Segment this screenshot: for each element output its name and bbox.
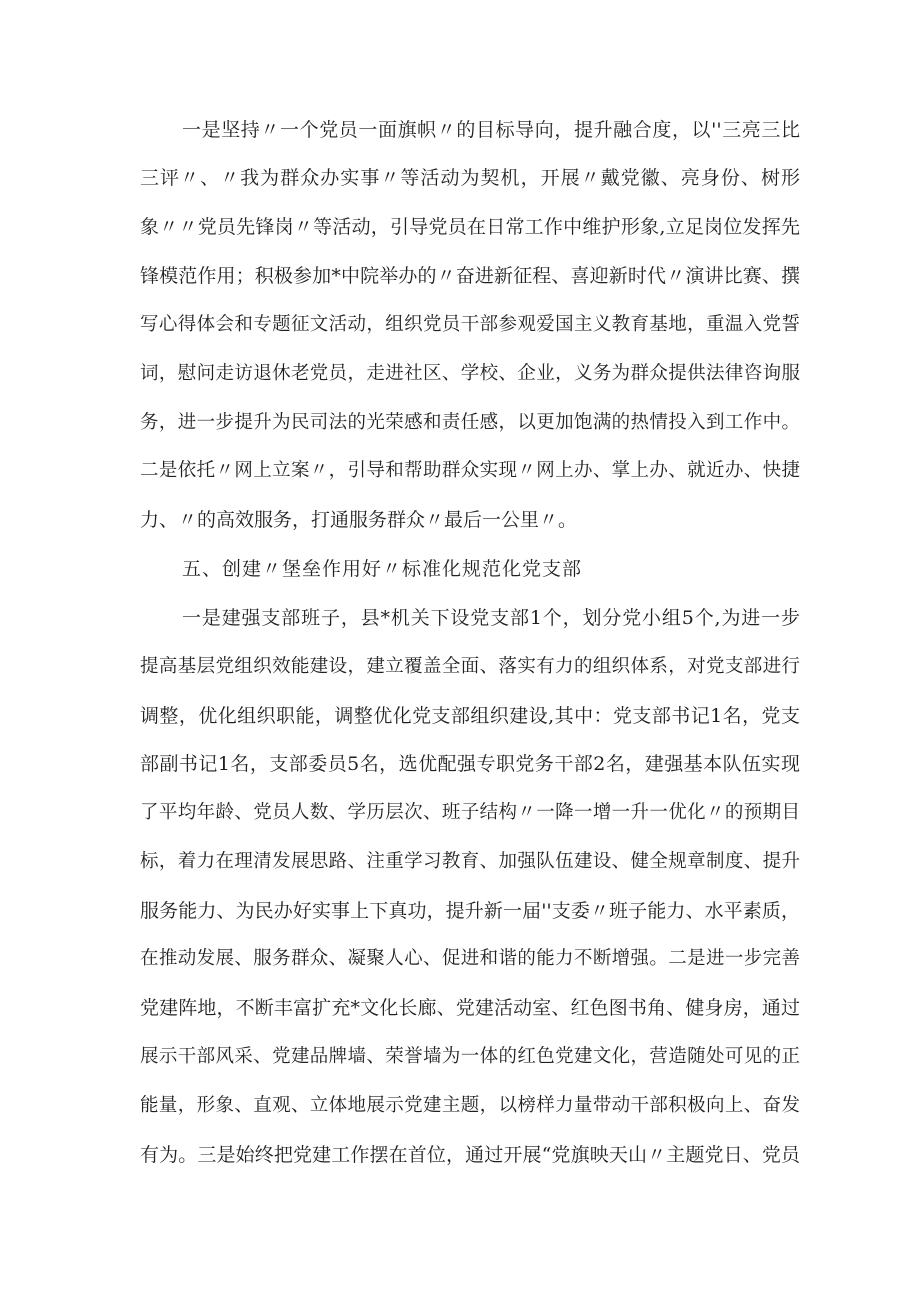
text-line: 服务能力、为民办好实事上下真功，提升新一届''支委〃班子能力、水平素质，: [140, 900, 800, 922]
text-line: 词，慰问走访退休老党员，走进社区、学校、企业，义务为群众提供法律咨询服: [140, 363, 800, 384]
text-line: 写心得体会和专题征文活动，组织党员干部参观爱国主义教育基地，重温入党誓: [140, 314, 800, 335]
text-line: 锋模范作用；积极参加*中院举办的〃奋进新征程、喜迎新时代〃演讲比赛、撰: [140, 265, 800, 287]
text-line: 二是依托〃网上立案〃，引导和帮助群众实现〃网上办、掌上办、就近办、快捷: [140, 460, 800, 481]
text-line: 部副书记1名，支部委员5名，选优配强专职党务干部2名，建强基本队伍实现: [140, 753, 800, 775]
text-line: 展示干部风采、党建品牌墙、荣誉墙为一体的红色党建文化，营造随处可见的正: [140, 1046, 800, 1067]
text-line: 一是坚持〃一个党员一面旗帜〃的目标导向，提升融合度，以''三亮三比: [182, 119, 800, 141]
text-line: 三评〃、〃我为群众办实事〃等活动为契机，开展〃戴党徽、亮身份、树形: [140, 167, 800, 189]
text-line: 一是建强支部班子，县*机关下设党支部1个，划分党小组5个,为进一步: [182, 607, 800, 629]
text-line: 提高基层党组织效能建设，建立覆盖全面、落实有力的组织体系，对党支部进行: [140, 656, 800, 677]
text-line: 在推动发展、服务群众、凝聚人心、促进和谐的能力不断增强。二是进一步完善: [140, 948, 800, 969]
text-line: 务，进一步提升为民司法的光荣感和责任感，以更加饱满的热情投入到工作中。: [140, 412, 800, 433]
section-heading: 五、创建〃堡垒作用好〃标准化规范化党支部: [182, 558, 583, 580]
text-line: 调整，优化组织职能，调整优化党支部组织建设,其中：党支部书记1名，党支: [140, 705, 800, 727]
text-line: 标，着力在理清发展思路、注重学习教育、加强队伍建设、健全规章制度、提升: [140, 851, 800, 872]
text-line: 党建阵地，不断丰富扩充*文化长廊、党建活动室、红色图书角、健身房，通过: [140, 997, 800, 1019]
text-line: 象〃〃党员先锋岗〃等活动，引导党员在日常工作中维护形象,立足岗位发挥先: [140, 216, 800, 238]
text-line: 有为。三是始终把党建工作摆在首位，通过开展“党旗映天山〃主题党日、党员: [140, 1144, 800, 1166]
text-line: 了平均年龄、党员人数、学历层次、班子结构〃一降一增一升一优化〃的预期目: [140, 802, 800, 823]
text-line: 能量，形象、直观、立体地展示党建主题，以榜样力量带动干部积极向上、奋发: [140, 1095, 800, 1116]
text-line: 力、〃的高效服务，打通服务群众〃最后一公里〃。: [140, 509, 578, 531]
